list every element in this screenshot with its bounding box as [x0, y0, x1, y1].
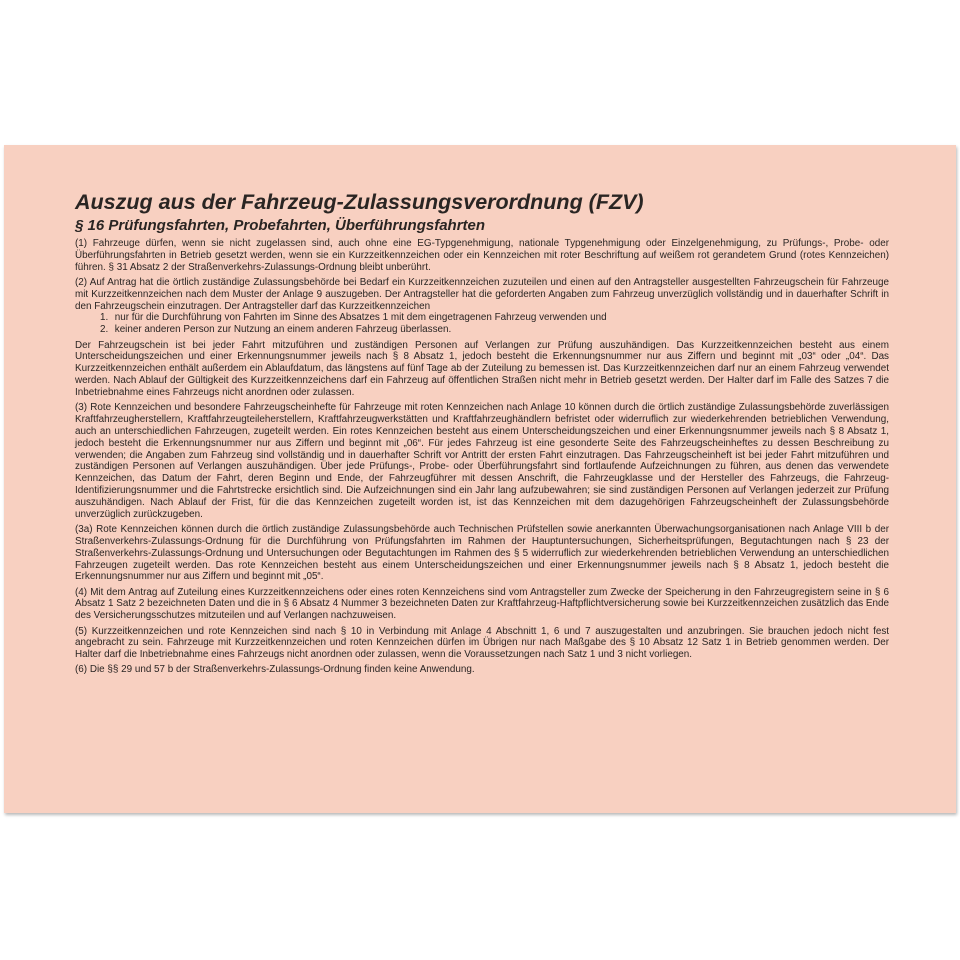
paragraph-3a: (3a) Rote Kennzeichen können durch die örtlich zuständige Zulassungsbehörde auch Technischen Prüfstellen sowie anerkannten Überwachungsorganisationen nach Anlage VIII b der Straßenverkehrs-Zulassungs-Ordnung für die Durchführung von Prüfungsfahrten im Rahmen der Hauptuntersuchungen, Sicherheitsprüfungen, Begutachtungen nach § 23 der Straßenverkehrs-Zulassungs-Ordnung und Untersuchungen oder Begutachtungen im Rahmen des § 5 widerruflich zur wiederkehrenden betrieblichen Verwendung an unterschiedlichen Fahrzeugen zugeteilt werden. Das rote Kennzeichen besteht aus einem Unterscheidungszeichen und einer Erkennungsnummer jeweils nach § 8 Absatz 1, jedoch besteht die Erkennungsnummer nur aus Ziffern und beginnt mit „05“. — [75, 523, 889, 583]
paragraph-2: (2) Auf Antrag hat die örtlich zuständige Zulassungsbehörde bei Bedarf ein Kurzzeitkennzeichen zuzuteilen und einen auf den Antragsteller ausgestellten Fahrzeugschein für Fahrzeuge mit Kurzzeitkennzeichen nach dem Muster der Anlage 9 auszugeben. Der Antragsteller hat die geforderten Angaben zum Fahrzeug unverzüglich vollständig und in dauerhafter Schrift in den Fahrzeugschein einzutragen. Der Antragsteller darf das Kurzzeitkennzeichen — [75, 276, 889, 312]
list-item — [75, 312, 889, 324]
paragraph-4: (4) Mit dem Antrag auf Zuteilung eines Kurzzeitkennzeichens oder eines roten Kennzeichens sind vom Antragsteller zum Zwecke der Speicherung in den Fahrzeugregistern seine in § 6 Absatz 1 Satz 2 bezeichneten Daten und die in § 6 Absatz 4 Nummer 3 bezeichneten Daten zur Kraftfahrzeug-Haftpflichtversicherung sowie bei Kurzzeitkennzeichen zusätzlich das Ende des Versicherungsschutzes mitzuteilen und auf Verlangen nachzuweisen. — [75, 586, 889, 622]
list-item-text: keiner anderen Person zur Nutzung an einem anderen Fahrzeug überlassen. — [114, 324, 452, 336]
document-card — [4, 145, 956, 813]
paragraph-5: (5) Kurzzeitkennzeichen und rote Kennzeichen sind nach § 10 in Verbindung mit Anlage 4 Abschnitt 1, 6 und 7 auszugestalten und anzubringen. Sie brauchen jedoch nicht fest angebracht zu sein. Fahrzeuge mit Kurzzeitkennzeichen und roten Kennzeichen dürfen im Übrigen nur nach Maßgabe des § 10 Absatz 12 Satz 1 in Betrieb genommen werden. Der Halter darf die Inbetriebnahme eines Fahrzeugs nicht anordnen oder zulassen, wenn die Voraussetzungen nach Satz 1 und 3 nicht vorliegen. — [75, 625, 889, 661]
document-title: Auszug aus der Fahrzeug-Zulassungsverordnung (FZV) — [75, 190, 644, 214]
list-item-text: nur für die Durchführung von Fahrten im Sinne des Absatzes 1 mit dem eingetragenen Fahrzeug verwenden und — [114, 312, 607, 324]
paragraph-3: (3) Rote Kennzeichen und besondere Fahrzeugscheinhefte für Fahrzeuge mit roten Kennzeichen nach Anlage 10 können durch die örtlich zuständige Zulassungsbehörde zuverlässigen Kraftfahrzeugherstellern, Kraftfahrzeugteileherstellern, Kraftfahrzeugwerkstätten und Kraftfahrzeughändlern befristet oder widerruflich zur wiederkehrenden betrieblichen Verwendung, auch an unterschiedlichen Fahrzeugen, zugeteilt werden. Ein rotes Kennzeichen besteht aus einem Unterscheidungszeichen und einer Erkennungsnummer jeweils nach § 8 Absatz 1, jedoch besteht die Erkennungsnummer nur aus Ziffern und beginnt mit „06“. Für jedes Fahrzeug ist eine gesonderte Seite des Fahrzeugscheinheftes zu dessen Beschreibung zu verwenden; die Angaben zum Fahrzeug sind vollständig und in dauerhafter Schrift vor Antritt der ersten Fahrt einzutragen. Das Fahrzeugscheinheft ist bei jeder Fahrt mitzuführen und zuständigen Personen auf Verlangen auszuhändigen. Über jede Prüfungs-, Probe- oder Überführungsfahrt sind fortlaufende Aufzeichnungen zu führen, aus denen das verwendete Kennzeichen, das Datum der Fahrt, deren Beginn und Ende, der Fahrzeugführer mit dessen Anschrift, die Fahrzeugklasse und der Hersteller des Fahrzeugs, die Fahrzeug-Identifizierungsnummer und die Fahrtstrecke ersichtlich sind. Die Aufzeichnungen sind ein Jahr lang aufzubewahren; sie sind zuständigen Personen auf Verlangen jederzeit zur Prüfung auszuhändigen. Nach Ablauf der Frist, für die das Kennzeichen zugeteilt worden ist, ist das Kennzeichen mit dem dazugehörigen Fahrzeugscheinheft der Zulassungsbehörde unverzüglich zurückzugeben. — [75, 402, 889, 520]
usage-list — [75, 312, 889, 336]
list-item-number: 2. — [100, 324, 109, 336]
list-item — [75, 324, 889, 336]
section-heading: § 16 Prüfungsfahrten, Probefahrten, Überführungsfahrten — [75, 217, 486, 234]
paragraph-2-continuation: Der Fahrzeugschein ist bei jeder Fahrt mitzuführen und zuständigen Personen auf Verlangen zur Prüfung auszuhändigen. Das Kurzzeitkennzeichen besteht aus einem Unterscheidungszeichen und einer Erkennungsnummer jeweils nach § 8 Absatz 1, jedoch besteht die Erkennungsnummer nur aus Ziffern und beginnt mit „03“ oder „04“. Das Kurzzeitkennzeichen enthält außerdem ein Ablaufdatum, das längstens auf fünf Tage ab der Zuteilung zu bemessen ist. Das Kurzzeitkennzeichen darf nur an einem Fahrzeug verwendet werden. Nach Ablauf der Gültigkeit des Kurzzeitkennzeichens darf ein Fahrzeug auf öffentlichen Straßen nicht mehr in Betrieb gesetzt werden. Der Halter darf im Falle des Satzes 7 die Inbetriebnahme eines Fahrzeugs nicht anordnen oder zulassen. — [75, 339, 889, 398]
paragraph-6: (6) Die §§ 29 und 57 b der Straßenverkehrs-Zulassungs-Ordnung finden keine Anwendung. — [75, 664, 475, 676]
list-item-number: 1. — [100, 312, 109, 324]
paragraph-1: (1) Fahrzeuge dürfen, wenn sie nicht zugelassen sind, auch ohne eine EG-Typgenehmigung, nationale Typgenehmigung oder Einzelgenehmigung, zu Prüfungs-, Probe- oder Überführungsfahrten in Betrieb gesetzt werden, wenn sie ein Kurzzeitkennzeichen oder ein Kennzeichen mit roter Beschriftung auf weißem rot gerandetem Grund (rotes Kennzeichen) führen. § 31 Absatz 2 der Straßenverkehrs-Zulassungs-Ordnung bleibt unberührt. — [75, 238, 889, 273]
